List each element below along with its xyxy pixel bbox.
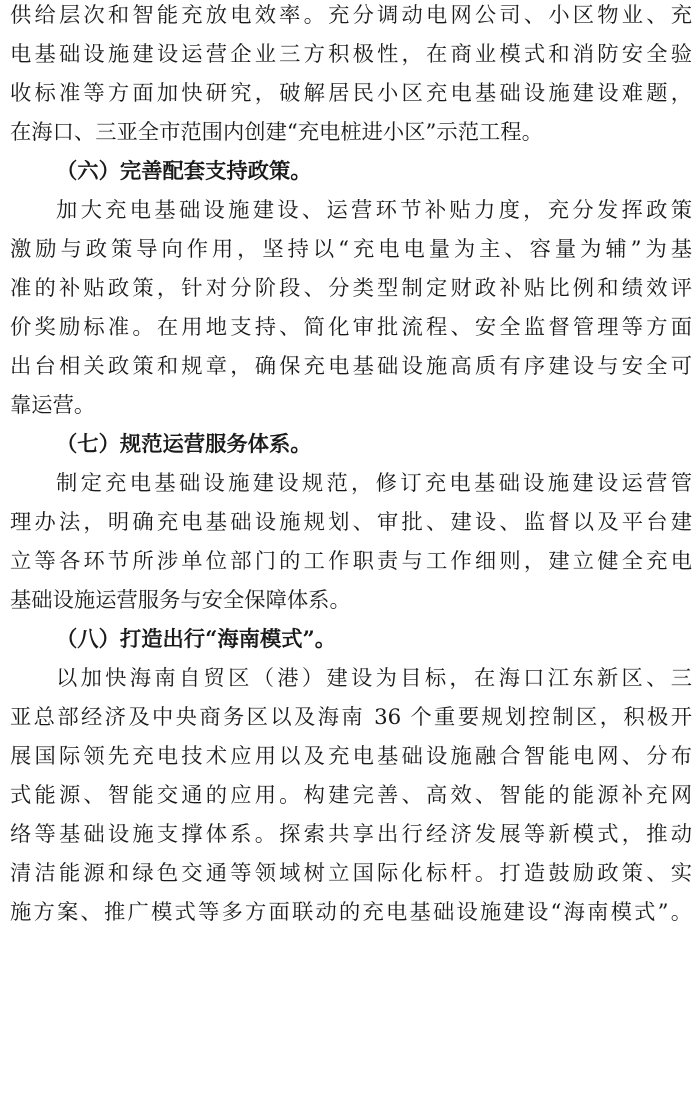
section-heading: （六）完善配套支持政策。 [56,159,312,184]
paragraph-line: 加大充电基础设施建设、运营环节补贴力度，充分发挥政策 [56,198,692,223]
paragraph-line: 展国际领先充电技术应用以及充电基础设施融合智能电网、分布 [10,744,692,769]
section-heading: （八）打造出行“海南模式”。 [56,627,337,652]
paragraph-line: 收标准等方面加快研究，破解居民小区充电基础设施建设难题， [10,81,692,106]
paragraph-line: 出台相关政策和规章，确保充电基础设施高质有序建设与安全可 [10,354,692,379]
paragraph-line: 准的补贴政策，针对分阶段、分类型制定财政补贴比例和绩效评 [10,276,692,301]
paragraph-line: 基础设施运营服务与安全保障体系。 [10,588,351,613]
paragraph-line: 络等基础设施支撑体系。探索共享出行经济发展等新模式，推动 [10,822,692,847]
paragraph-line: 电基础设施建设运营企业三方积极性，在商业模式和消防安全验 [10,42,692,67]
paragraph-line: 激励与政策导向作用，坚持以“充电电量为主、容量为辅”为基 [10,237,692,262]
paragraph-line: 制定充电基础设施建设规范，修订充电基础设施建设运营管 [56,471,692,496]
paragraph-line: 价奖励标准。在用地支持、简化审批流程、安全监督管理等方面 [10,315,692,340]
paragraph-line: 亚总部经济及中央商务区以及海南 36 个重要规划控制区，积极开 [10,705,692,730]
paragraph-line: 在海口、三亚全市范围内创建“充电桩进小区”示范工程。 [10,120,543,145]
paragraph-line: 施方案、推广模式等多方面联动的充电基础设施建设“海南模式”。 [10,900,692,925]
section-heading: （七）规范运营服务体系。 [56,432,312,457]
paragraph-line: 立等各环节所涉单位部门的工作职责与工作细则，建立健全充电 [10,549,692,574]
paragraph-line: 式能源、智能交通的应用。构建完善、高效、智能的能源补充网 [10,783,692,808]
paragraph-line: 清洁能源和绿色交通等领域树立国际化标杆。打造鼓励政策、实 [10,861,692,886]
paragraph-line: 供给层次和智能充放电效率。充分调动电网公司、小区物业、充 [10,3,692,28]
paragraph-line: 以加快海南自贸区（港）建设为目标，在海口江东新区、三 [56,666,692,691]
paragraph-line: 靠运营。 [10,393,96,418]
paragraph-line: 理办法，明确充电基础设施规划、审批、建设、监督以及平台建 [10,510,692,535]
